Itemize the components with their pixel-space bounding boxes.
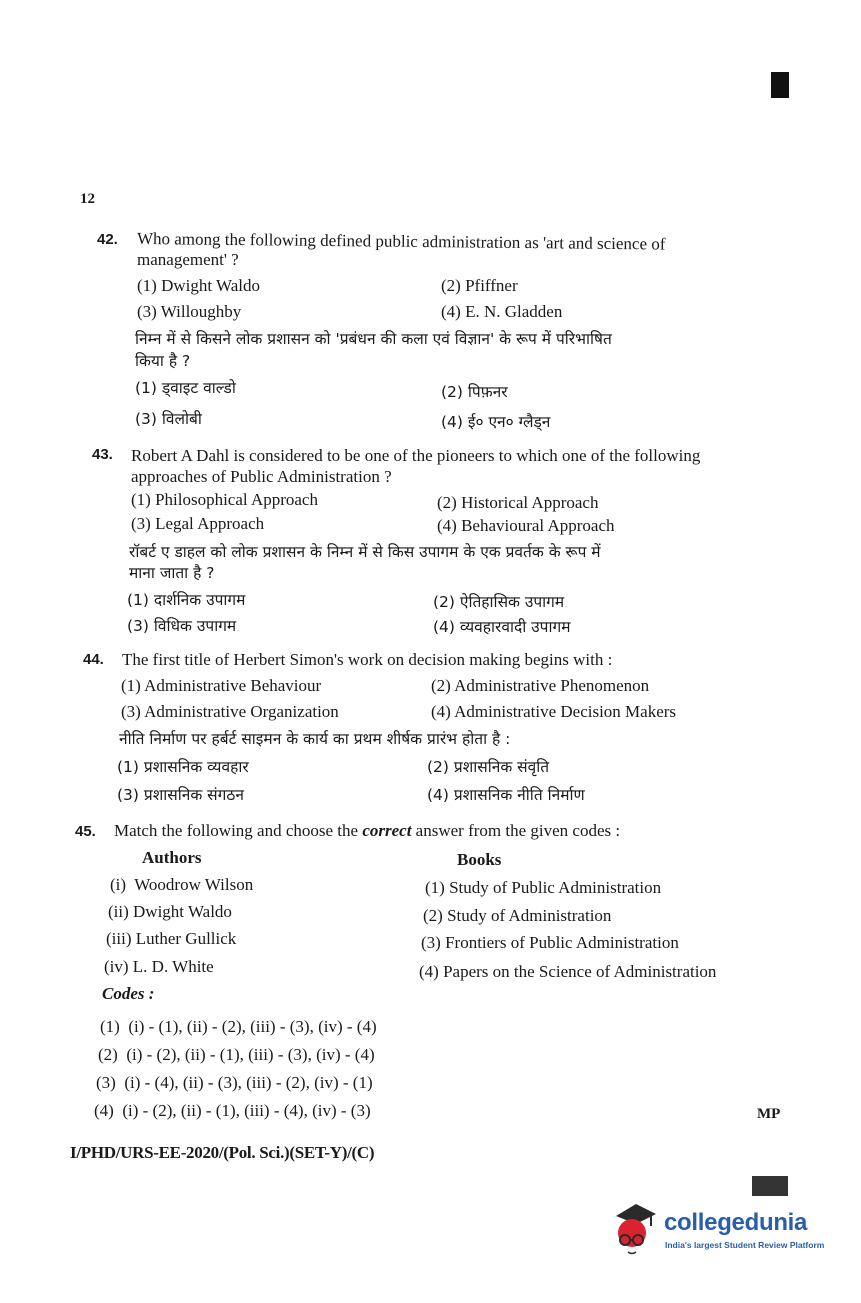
q42-text-hi-1: निम्न में से किसने लोक प्रशासन को 'प्रबंधन की कला एवं विज्ञान' के रूप में परिभाषित — [135, 330, 612, 348]
q43-text-hi-2: माना जाता है ? — [129, 564, 215, 582]
scan-mark-top-right — [771, 72, 789, 98]
logo-wordmark: collegedunia — [664, 1209, 808, 1236]
code-option-4: (4) (i) - (2), (ii) - (1), (iii) - (4), (iv) - (3) — [94, 1101, 371, 1120]
books-header: Books — [457, 850, 502, 869]
q45-number: 45. — [75, 823, 96, 840]
codes-label: Codes : — [102, 984, 155, 1003]
q42-option-1: (1) Dwight Waldo — [137, 276, 260, 295]
q44-option-3: (3) Administrative Organization — [121, 702, 339, 721]
q43-text-en-1: Robert A Dahl is considered to be one of the pioneers to which one of the following — [131, 446, 701, 465]
q44-option-4: (4) Administrative Decision Makers — [431, 702, 677, 721]
q45-text-after: answer from the given codes : — [411, 821, 621, 840]
graduate-mascot-icon — [602, 1200, 662, 1258]
q43-text-hi-1: रॉबर्ट ए डाहल को लोक प्रशासन के निम्न में से किस उपागम के एक प्रवर्तक के रूप में — [129, 543, 601, 561]
book-3: (3) Frontiers of Public Administration — [421, 933, 679, 952]
footer-exam-code: I/PHD/URS-EE-2020/(Pol. Sci.)(SET-Y)/(C) — [70, 1143, 375, 1162]
corner-code: MP — [757, 1106, 781, 1122]
author-4: (iv) L. D. White — [104, 957, 214, 976]
q42-option-3: (3) Willoughby — [137, 302, 242, 321]
q43-text-en-2: approaches of Public Administration ? — [131, 467, 392, 486]
q43-option-3: (3) Legal Approach — [131, 514, 265, 533]
book-4: (4) Papers on the Science of Administration — [419, 962, 717, 981]
q43-option-4: (4) Behavioural Approach — [437, 516, 615, 535]
q44-option-hi-2: (2) प्रशासनिक संवृति — [427, 758, 550, 776]
q42-number: 42. — [97, 231, 118, 248]
q43-option-hi-2: (2) ऐतिहासिक उपागम — [433, 593, 565, 611]
q42-option-hi-1: (1) ड्वाइट वाल्डो — [135, 379, 236, 397]
q44-option-hi-3: (3) प्रशासनिक संगठन — [117, 786, 244, 804]
q45-text-before: Match the following and choose the — [114, 821, 363, 840]
authors-header: Authors — [142, 848, 202, 867]
q44-option-2: (2) Administrative Phenomenon — [431, 676, 650, 695]
q44-text-hi-1: नीति निर्माण पर हर्बर्ट साइमन के कार्य का प्रथम शीर्षक प्रारंभ होता है : — [119, 730, 511, 748]
code-option-3: (3) (i) - (4), (ii) - (3), (iii) - (2), (iv) - (1) — [96, 1073, 373, 1092]
author-2: (ii) Dwight Waldo — [108, 902, 232, 921]
book-2: (2) Study of Administration — [423, 906, 612, 925]
q45-text — [114, 821, 620, 841]
collegedunia-logo — [602, 1200, 832, 1262]
q42-text-en-2: management' ? — [137, 250, 239, 269]
q44-option-hi-1: (1) प्रशासनिक व्यवहार — [117, 758, 249, 776]
q45-text-emph: correct — [362, 821, 412, 840]
author-3: (iii) Luther Gullick — [106, 929, 237, 948]
q44-text-en-1: The first title of Herbert Simon's work on decision making begins with : — [122, 650, 613, 669]
q43-option-hi-1: (1) दार्शनिक उपागम — [127, 591, 246, 609]
q42-option-hi-4: (4) ई० एन० ग्लैड्न — [441, 413, 551, 431]
q44-option-1: (1) Administrative Behaviour — [121, 676, 322, 695]
scan-mark-bottom-right — [752, 1176, 788, 1196]
code-option-1: (1) (i) - (1), (ii) - (2), (iii) - (3), (iv) - (4) — [100, 1017, 377, 1036]
author-1: (i) Woodrow Wilson — [110, 875, 254, 894]
q42-option-4: (4) E. N. Gladden — [441, 302, 563, 321]
q43-option-hi-4: (4) व्यवहारवादी उपागम — [433, 618, 571, 636]
q42-option-hi-3: (3) विलोबी — [135, 410, 202, 428]
book-1: (1) Study of Public Administration — [425, 878, 662, 897]
logo-tagline: India's largest Student Review Platform — [665, 1240, 825, 1250]
q43-option-1: (1) Philosophical Approach — [131, 490, 318, 509]
q42-text-en-1: Who among the following defined public administration as 'art and science of — [136, 229, 666, 254]
q43-option-hi-3: (3) विधिक उपागम — [127, 617, 237, 635]
code-option-2: (2) (i) - (2), (ii) - (1), (iii) - (3), (iv) - (4) — [98, 1045, 375, 1064]
q44-option-hi-4: (4) प्रशासनिक नीति निर्माण — [427, 786, 585, 804]
page-number: 12 — [80, 191, 95, 207]
q42-option-2: (2) Pfiffner — [441, 276, 518, 295]
q42-text-hi-2: किया है ? — [135, 352, 191, 370]
q44-number: 44. — [83, 651, 104, 668]
q42-option-hi-2: (2) पिफ़नर — [441, 383, 508, 401]
q43-number: 43. — [92, 446, 113, 463]
q43-option-2: (2) Historical Approach — [437, 493, 599, 512]
